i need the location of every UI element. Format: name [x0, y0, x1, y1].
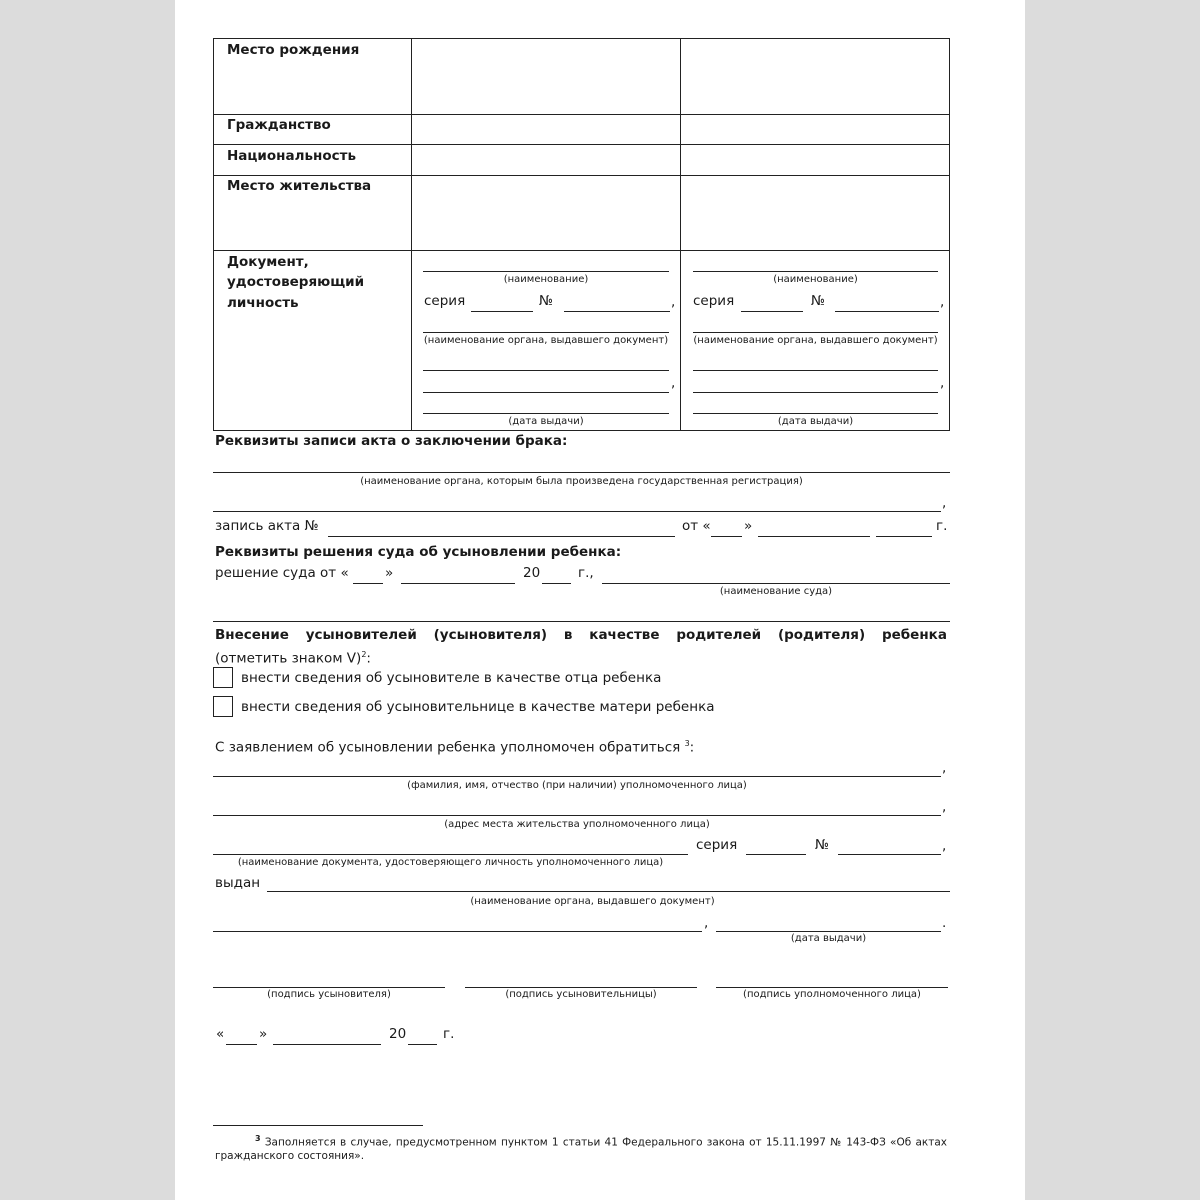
marriage-authority-line-2[interactable]: [213, 511, 941, 512]
authorized-intro-sup: 3: [684, 739, 690, 748]
doc-issuer-caption: (наименование органа, выдавшего документ): [693, 335, 938, 346]
footnote-text-l1: Заполняется в случае, предусмотренном пунктом 1 статьи 41 Федерального закона от 15.11.1997 № 143-ФЗ «Об актах: [264, 1136, 947, 1149]
issued-issuer-line[interactable]: [267, 891, 950, 892]
table-col-divider-1: [411, 38, 412, 431]
court-year-suffix: г.,: [578, 565, 594, 581]
authorized-number-line[interactable]: [838, 854, 941, 855]
parents-heading-word: в: [563, 627, 573, 643]
authorized-intro-text: С заявлением об усыновлении ребенка уполномочен обратиться: [215, 739, 681, 756]
parents-heading-word: усыновителей: [305, 627, 417, 643]
mother-checkbox[interactable]: [213, 696, 233, 717]
comma: ,: [940, 294, 945, 310]
doc-name-caption: (наименование): [773, 274, 858, 285]
record-day-line[interactable]: [711, 536, 742, 537]
row-label-id-doc-line3: личность: [227, 295, 299, 311]
record-year-suffix: г.: [936, 518, 948, 534]
table-row-divider: [213, 114, 950, 115]
doc-issuer-line[interactable]: [693, 332, 938, 333]
footnote-sup: 3: [255, 1134, 261, 1143]
table-row-divider: [213, 250, 950, 251]
period: .: [942, 915, 947, 931]
row-label-id-doc-line2: удостоверяющий: [227, 274, 365, 290]
mark-note-sup: 2: [361, 650, 367, 659]
doc-date-line[interactable]: [423, 413, 669, 414]
parents-heading-word: (усыновителя): [433, 627, 548, 643]
authorized-name-caption: (фамилия, имя, отчество (при наличии) уполномоченного лица): [407, 780, 747, 791]
signature-adopter-m-caption: (подпись усыновителя): [267, 989, 391, 1000]
date-year-suffix: г.: [443, 1026, 455, 1042]
father-option-label: внести сведения об усыновителе в качестве отца ребенка: [241, 670, 662, 686]
authorized-address-line[interactable]: [213, 815, 941, 816]
row-label-birthplace: Место рождения: [227, 42, 360, 58]
date-month-line[interactable]: [273, 1044, 381, 1045]
mark-note: [215, 651, 371, 666]
date-open-quote: «: [216, 1026, 225, 1042]
authorized-doc-line[interactable]: [213, 854, 688, 855]
record-label: запись акта №: [215, 518, 319, 534]
marriage-authority-caption: (наименование органа, которым была произведена государственная регистрация): [360, 476, 803, 487]
court-year-prefix: 20: [523, 565, 541, 581]
authorized-series-label: серия: [696, 837, 738, 853]
row-label-citizenship: Гражданство: [227, 117, 331, 133]
record-year-line[interactable]: [876, 536, 932, 537]
court-day-line[interactable]: [353, 583, 383, 584]
doc-name-line[interactable]: [693, 271, 938, 272]
doc-issuer-line-2[interactable]: [423, 370, 669, 371]
applicant-table: [213, 38, 950, 431]
mark-note-text: (отметить знаком V): [215, 650, 362, 667]
authorized-name-line[interactable]: [213, 776, 941, 777]
issued-label: выдан: [215, 875, 261, 891]
mother-option-label: внести сведения об усыновительнице в качестве матери ребенка: [241, 699, 715, 715]
date-day-line[interactable]: [226, 1044, 257, 1045]
doc-series-label: серия: [693, 293, 735, 309]
table-col-divider-2: [680, 38, 681, 431]
court-name-line[interactable]: [602, 583, 950, 584]
marriage-heading: Реквизиты записи акта о заключении брака:: [215, 433, 568, 449]
date-year-prefix: 20: [389, 1026, 407, 1042]
court-year-line[interactable]: [542, 583, 571, 584]
parents-heading-word: ребенка: [881, 627, 947, 643]
doc-number-label: №: [539, 293, 554, 309]
signature-authorized-caption: (подпись уполномоченного лица): [743, 989, 921, 1000]
table-row-divider: [213, 144, 950, 145]
father-checkbox[interactable]: [213, 667, 233, 688]
doc-name-caption: (наименование): [503, 274, 589, 285]
doc-issuer-line-3[interactable]: [693, 392, 938, 393]
doc-date-caption: (дата выдачи): [508, 416, 584, 427]
comma: ,: [940, 375, 945, 391]
court-name-line-2[interactable]: [213, 621, 950, 622]
doc-series-line[interactable]: [471, 311, 533, 312]
doc-series-line[interactable]: [741, 311, 803, 312]
authorized-number-label: №: [815, 837, 830, 853]
footnote-line2: гражданского состояния».: [215, 1150, 365, 1162]
doc-date-caption: (дата выдачи): [777, 416, 854, 427]
row-label-nationality: Национальность: [227, 148, 356, 164]
footnote-separator: [213, 1125, 423, 1126]
signature-authorized-line[interactable]: [716, 987, 948, 988]
signature-adopter-f-caption: (подпись усыновительницы): [505, 989, 657, 1000]
marriage-authority-line[interactable]: [213, 472, 950, 473]
parents-heading: [215, 629, 947, 643]
issued-issuer-caption: (наименование органа, выдавшего документ): [470, 896, 715, 907]
parents-heading-word: Внесение: [215, 627, 289, 643]
court-name-caption: (наименование суда): [719, 586, 833, 597]
doc-issuer-line-3[interactable]: [423, 392, 669, 393]
date-year-line[interactable]: [408, 1044, 437, 1045]
authorized-series-line[interactable]: [746, 854, 806, 855]
comma: ,: [942, 799, 947, 815]
court-month-line[interactable]: [401, 583, 515, 584]
doc-number-label: №: [811, 293, 826, 309]
doc-date-line[interactable]: [693, 413, 938, 414]
record-from-label: от «: [682, 518, 711, 534]
document-page: [175, 0, 1025, 1200]
doc-name-line[interactable]: [423, 271, 669, 272]
date-close-quote: »: [259, 1026, 268, 1042]
table-row-divider: [213, 175, 950, 176]
issued-date-line[interactable]: [716, 931, 941, 932]
issued-date-caption: (дата выдачи): [790, 933, 867, 944]
doc-issuer-line[interactable]: [423, 332, 669, 333]
doc-series-label: серия: [424, 293, 466, 309]
comma: ,: [942, 495, 947, 511]
court-close-quote: »: [385, 565, 394, 581]
signature-adopter-f-line[interactable]: [465, 987, 697, 988]
parents-heading-word: родителей: [676, 627, 762, 643]
record-month-line[interactable]: [758, 536, 870, 537]
doc-issuer-caption: (наименование органа, выдавшего документ): [423, 335, 669, 346]
mark-note-colon: :: [366, 650, 371, 667]
comma: ,: [671, 294, 676, 310]
comma: ,: [704, 915, 709, 931]
authorized-doc-caption: (наименование документа, удостоверяющего личность уполномоченного лица): [237, 857, 664, 868]
authorized-intro: [215, 740, 694, 755]
issued-issuer-line-2[interactable]: [213, 931, 702, 932]
comma: ,: [671, 375, 676, 391]
row-label-id-doc-line1: Документ,: [227, 254, 309, 270]
doc-number-line[interactable]: [564, 311, 670, 312]
parents-heading-word: (родителя): [777, 627, 866, 643]
comma: ,: [942, 760, 947, 776]
doc-issuer-line-2[interactable]: [693, 370, 938, 371]
row-label-residence: Место жительства: [227, 178, 372, 194]
parents-heading-word: качестве: [589, 627, 660, 643]
signature-adopter-m-line[interactable]: [213, 987, 445, 988]
court-heading: Реквизиты решения суда об усыновлении ребенка:: [215, 544, 622, 560]
authorized-intro-colon: :: [689, 739, 695, 756]
court-decision-label: решение суда от «: [215, 565, 349, 581]
comma: ,: [942, 838, 947, 854]
doc-number-line[interactable]: [835, 311, 939, 312]
record-close-quote: »: [744, 518, 753, 534]
record-number-line[interactable]: [328, 536, 675, 537]
authorized-address-caption: (адрес места жительства уполномоченного лица): [444, 819, 710, 830]
